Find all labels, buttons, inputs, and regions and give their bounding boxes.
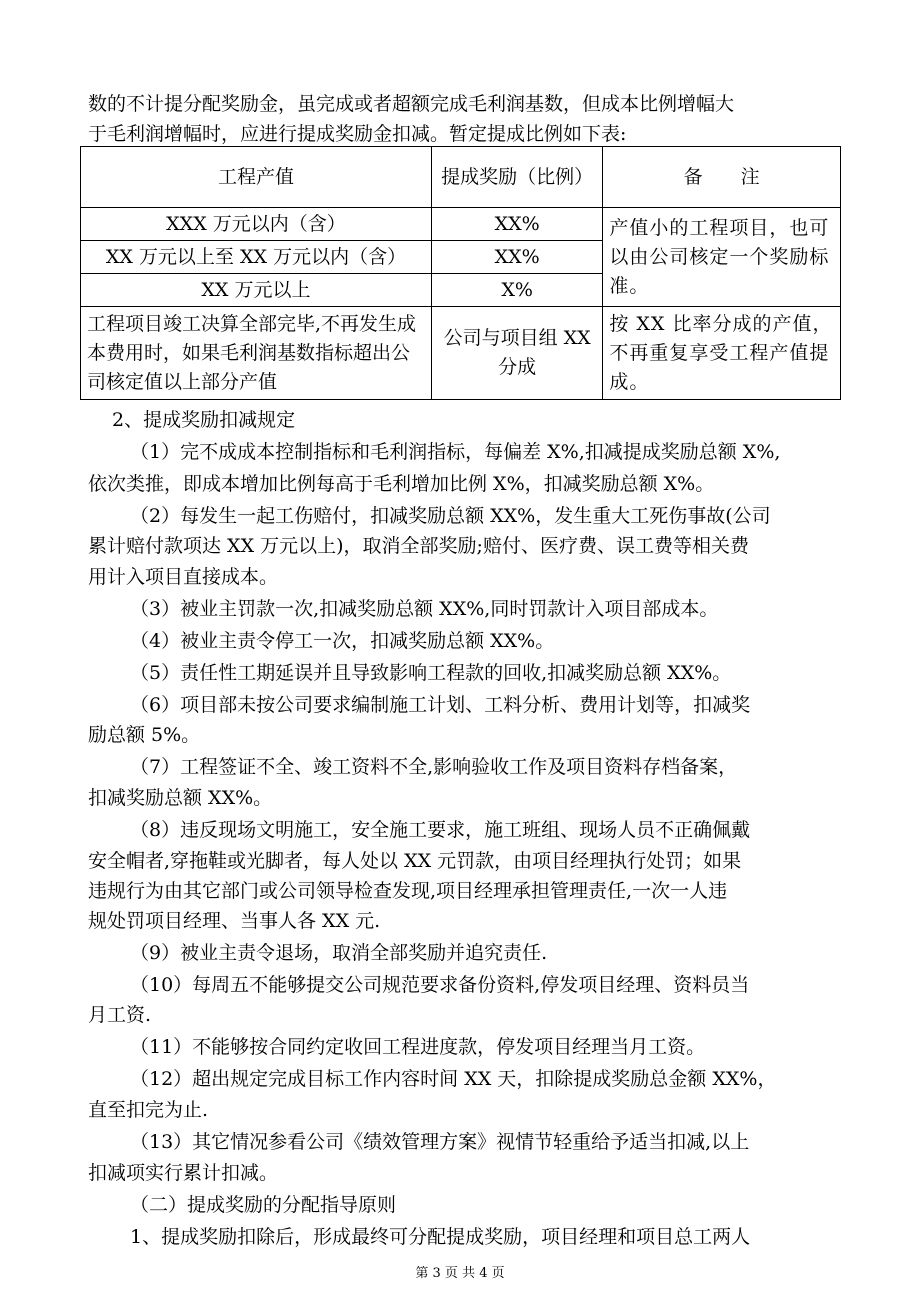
- paragraph-line: （4）被业主责令停工一次，扣减奖励总额 XX%。: [130, 630, 555, 652]
- row-remark: 按 XX 比率分成的产值，不再重复享受工程产值提成。: [603, 307, 841, 400]
- shared-remark-cell: 产值小的工程项目，也可以由公司核定一个奖励标准。: [603, 208, 841, 307]
- paragraph-line: （9）被业主责令退场，取消全部奖励并追究责任.: [130, 942, 548, 964]
- paragraph-line: （5）责任性工期延误并且导致影响工程款的回收,扣减奖励总额 XX%。: [130, 662, 732, 684]
- paragraph-line: （6）项目部未按公司要求编制施工计划、工料分析、费用计划等，扣减奖: [130, 694, 751, 716]
- row-output-value: XX 万元以上至 XX 万元以内（含）: [81, 241, 432, 274]
- paragraph-line: 直至扣完为止.: [88, 1099, 209, 1121]
- paragraph-line: 扣减项实行累计扣减。: [88, 1162, 279, 1184]
- paragraph-line: 月工资.: [88, 1004, 152, 1026]
- paragraph-line: 违规行为由其它部门或公司领导检查发现,项目经理承担管理责任,一次一人违: [88, 880, 728, 902]
- table-row: [81, 208, 841, 241]
- commission-ratio-table: [80, 146, 841, 400]
- table-header-row: [81, 147, 841, 208]
- paragraph-line: （2）每发生一起工伤赔付，扣减奖励总额 XX%，发生重大工死伤事故(公司: [130, 505, 771, 527]
- section-heading: 2、提成奖励扣减规定: [112, 409, 296, 431]
- table-row: [81, 307, 841, 400]
- row-ratio: XX%: [431, 208, 602, 241]
- paragraph-line: 用计入项目直接成本。: [88, 566, 279, 588]
- row-output-value: 工程项目竣工决算全部完毕,不再发生成本费用时，如果毛利润基数指标超出公司核定值以上部分产值: [81, 307, 432, 400]
- paragraph-line: 励总额 5%。: [88, 724, 201, 746]
- paragraph-line: 累计赔付款项达 XX 万元以上)，取消全部奖励;赔付、医疗费、误工费等相关费: [88, 535, 749, 557]
- row-output-value: XX 万元以上: [81, 274, 432, 307]
- header-output-value: 工程产值: [81, 147, 432, 208]
- paragraph-line: （7）工程签证不全、竣工资料不全,影响验收工作及项目资料存档备案，: [130, 756, 738, 778]
- paragraph-line: 依次类推，即成本增加比例每高于毛利增加比例 X%，扣减奖励总额 X%。: [88, 473, 715, 495]
- paragraph-line: 安全帽者,穿拖鞋或光脚者，每人处以 XX 元罚款，由项目经理执行处罚；如果: [88, 850, 742, 872]
- paragraph-line: （12）超出规定完成目标工作内容时间 XX 天，扣除提成奖励总金额 XX%，: [130, 1068, 777, 1090]
- row-ratio: X%: [431, 274, 602, 307]
- row-ratio: 公司与项目组 XX 分成: [431, 307, 602, 400]
- paragraph-line: （3）被业主罚款一次,扣减奖励总额 XX%,同时罚款计入项目部成本。: [130, 598, 719, 620]
- paragraph-line: 规处罚项目经理、当事人各 XX 元.: [88, 910, 381, 932]
- header-commission-ratio: 提成奖励（比例）: [431, 147, 602, 208]
- page-number-footer: 第 3 页 共 4 页: [415, 1266, 505, 1281]
- paragraph-line: （1）完不成成本控制指标和毛利润指标，每偏差 X%,扣减提成奖励总额 X%,: [130, 441, 781, 463]
- row-ratio: XX%: [431, 241, 602, 274]
- paragraph-line: （13）其它情况参看公司《绩效管理方案》视情节轻重给予适当扣减,以上: [130, 1131, 750, 1153]
- row-output-value: XXX 万元以内（含）: [81, 208, 432, 241]
- intro-line-1: 数的不计提分配奖励金，虽完成或者超额完成毛利润基数，但成本比例增幅大: [88, 93, 735, 115]
- header-remark: 备 注: [603, 147, 841, 208]
- paragraph-line: （11）不能够按合同约定收回工程进度款，停发项目经理当月工资。: [130, 1036, 706, 1058]
- subsection-heading: （二）提成奖励的分配指导原则: [130, 1194, 397, 1216]
- intro-line-2: 于毛利润增幅时，应进行提成奖励金扣减。暂定提成比例如下表:: [88, 123, 627, 145]
- paragraph-line: （8）违反现场文明施工，安全施工要求，施工班组、现场人员不正确佩戴: [130, 819, 751, 841]
- paragraph-line: 1、提成奖励扣除后，形成最终可分配提成奖励，项目经理和项目总工两人: [130, 1226, 751, 1248]
- paragraph-line: （10）每周五不能够提交公司规范要求备份资料,停发项目经理、资料员当: [130, 974, 750, 996]
- paragraph-line: 扣减奖励总额 XX%。: [88, 787, 273, 809]
